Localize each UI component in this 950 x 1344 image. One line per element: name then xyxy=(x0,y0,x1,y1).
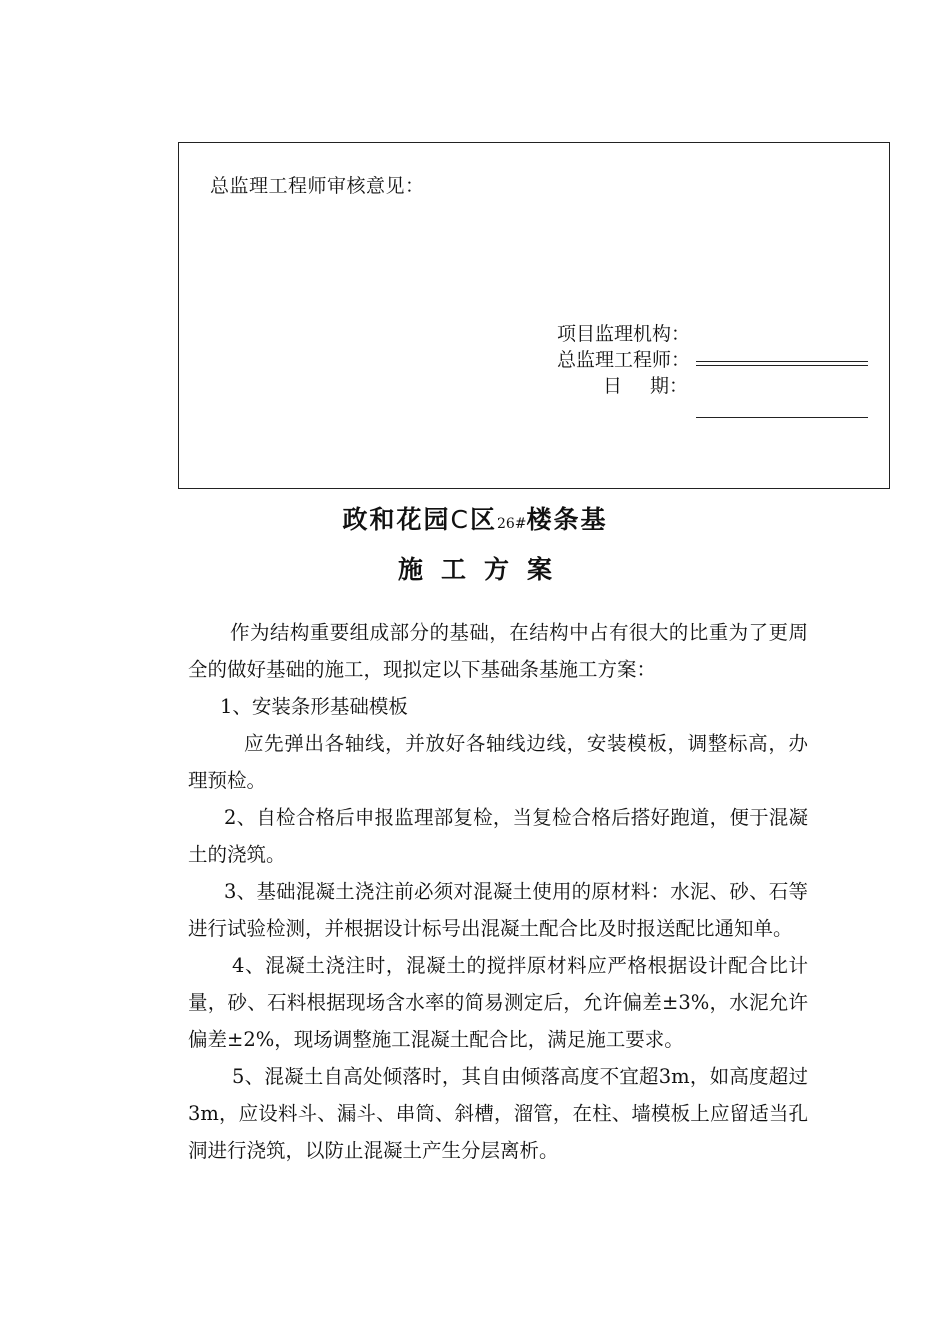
chief-engineer-label: 总监理工程师： xyxy=(557,349,691,371)
engineer-signature-line xyxy=(696,361,868,366)
title-part5: 楼条基 xyxy=(526,505,608,534)
paragraph-intro: 作为结构重要组成部分的基础，在结构中占有很大的比重为了更周全的做好基础的施工，现拟定以下基础条基施工方案： xyxy=(188,621,808,681)
review-heading: 总监理工程师审核意见： xyxy=(210,175,425,197)
paragraph-item-5: 5、混凝土自高处倾落时，其自由倾落高度不宜超3m，如高度超过3m，应设料斗、漏斗、串筒、斜槽，溜管，在柱、墙模板上应留适当孔洞进行浇筑，以防止混凝土产生分层离析。 xyxy=(188,1065,808,1162)
title-part4: 26# xyxy=(496,516,527,532)
date-signature-line xyxy=(696,417,868,418)
title-part1: 政和花园 xyxy=(342,505,451,534)
paragraph-item-1-body: 应先弹出各轴线，并放好各轴线边线，安装模板，调整标高，办理预检。 xyxy=(188,732,808,792)
title-part3: 区 xyxy=(469,505,497,534)
document-subtitle: 施工方案 xyxy=(397,555,570,584)
paragraph-item-1-heading: 1、安装条形基础模板 xyxy=(220,695,408,718)
date-label-part1: 日 xyxy=(603,375,623,397)
date-label-part2: 期： xyxy=(650,375,689,397)
paragraph-item-2: 2、自检合格后申报监理部复检，当复检合格后搭好跑道，便于混凝土的浇筑。 xyxy=(188,806,808,866)
paragraph-item-3: 3、基础混凝土浇注前必须对混凝土使用的原材料：水泥、砂、石等进行试验检测，并根据设计标号出混凝土配合比及时报送配比通知单。 xyxy=(188,880,808,940)
body-text xyxy=(188,614,808,1169)
review-box xyxy=(178,142,890,489)
title-part2: C xyxy=(450,505,470,534)
date-label xyxy=(603,371,688,398)
supervision-org-label: 项目监理机构： xyxy=(557,323,691,345)
document-title xyxy=(0,500,950,536)
paragraph-item-4: 4、混凝土浇注时，混凝土的搅拌原材料应严格根据设计配合比计量，砂、石料根据现场含水率的简易测定后，允许偏差±3%，水泥允许偏差±2%，现场调整施工混凝土配合比，满足施工要求。 xyxy=(188,954,808,1051)
